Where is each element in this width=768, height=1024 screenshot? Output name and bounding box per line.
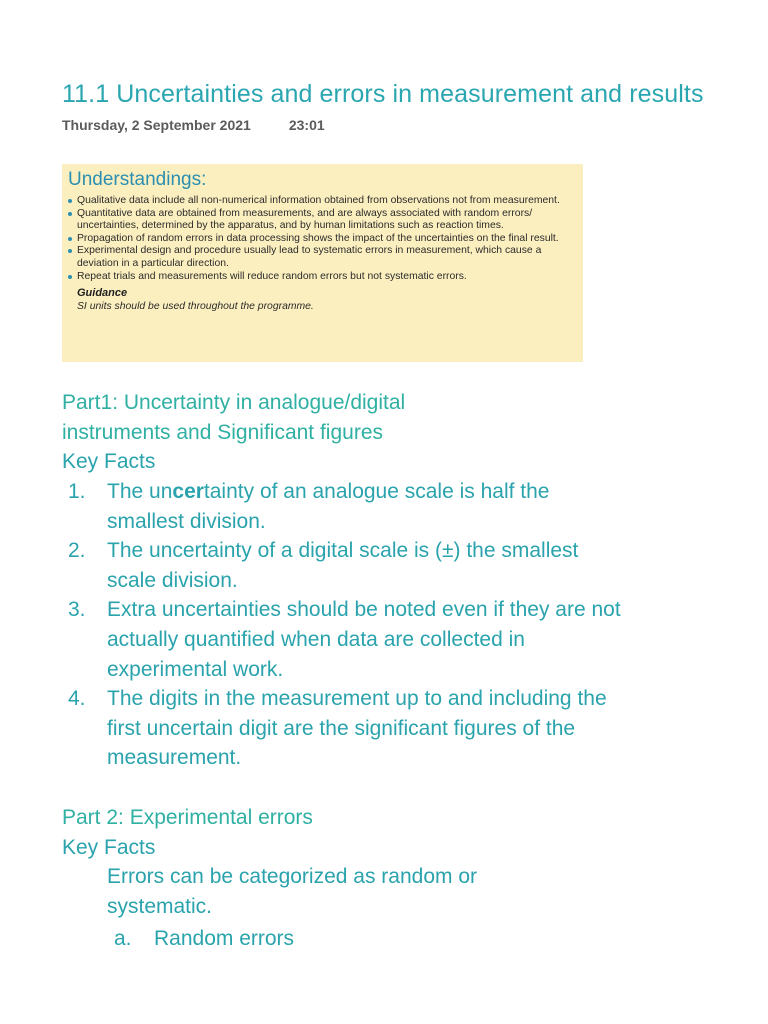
understandings-item: Qualitative data include all non-numerical information obtained from observations not from measurement. [68, 195, 577, 208]
list-item: 1. The uncertainty of an analogue scale is half the smallest division. [62, 477, 622, 536]
list-number: 4. [68, 687, 86, 711]
page-date: Thursday, 2 September 2021 [62, 117, 251, 133]
guidance-heading: Guidance [77, 287, 128, 300]
list-number: 1. [68, 480, 86, 503]
list-number: 3. [68, 598, 86, 622]
understandings-item: Repeat trials and measurements will reduce random errors but not systematic errors. [68, 271, 577, 284]
page-time: 23:01 [288, 117, 325, 133]
list-item: 4. The digits in the measurement up to and including the first uncertain digit are the significant figures of the measurement. [62, 684, 622, 773]
understandings-item: Quantitative data are obtained from measurements, and are always associated with random errors/ uncertainties, determined by the apparatus, and by human limitations such as reaction times. [68, 208, 577, 233]
bullet-icon [68, 275, 72, 279]
part1-facts-list [62, 477, 622, 773]
list-letter: a. [114, 927, 132, 950]
understandings-heading: Understandings: [68, 169, 207, 190]
bullet-icon [68, 237, 72, 241]
understandings-item: Propagation of random errors in data processing shows the impact of the uncertainties on the final result. [68, 233, 577, 246]
list-item: 2. The uncertainty of a digital scale is (±) the smallest scale division. [62, 536, 622, 595]
part2-intro: Errors can be categorized as random or systematic. [107, 865, 478, 918]
part2-key-facts: Key Facts [62, 836, 156, 859]
understandings-list [68, 195, 577, 283]
part1-key-facts: Key Facts [62, 450, 156, 473]
part2-heading: Part 2: Experimental errors [62, 806, 313, 829]
page-timestamp [62, 117, 325, 133]
list-item: 3. Extra uncertainties should be noted even if they are not actually quantified when data are collected in experimental work. [62, 595, 622, 684]
bullet-icon [68, 249, 72, 253]
bullet-icon [68, 199, 72, 203]
understandings-item: Experimental design and procedure usually lead to systematic errors in measurement, which cause a deviation in a particular direction. [68, 245, 577, 270]
guidance-text: SI units should be used throughout the programme. [77, 301, 314, 313]
bullet-icon [68, 212, 72, 216]
list-number: 2. [68, 539, 86, 563]
list-item: a. Random errors [114, 924, 294, 954]
page-title: 11.1 Uncertainties and errors in measurement and results [62, 80, 704, 108]
understandings-box [62, 164, 583, 362]
part1-heading: Part1: Uncertainty in analogue/digital instruments and Significant figures [62, 391, 406, 444]
